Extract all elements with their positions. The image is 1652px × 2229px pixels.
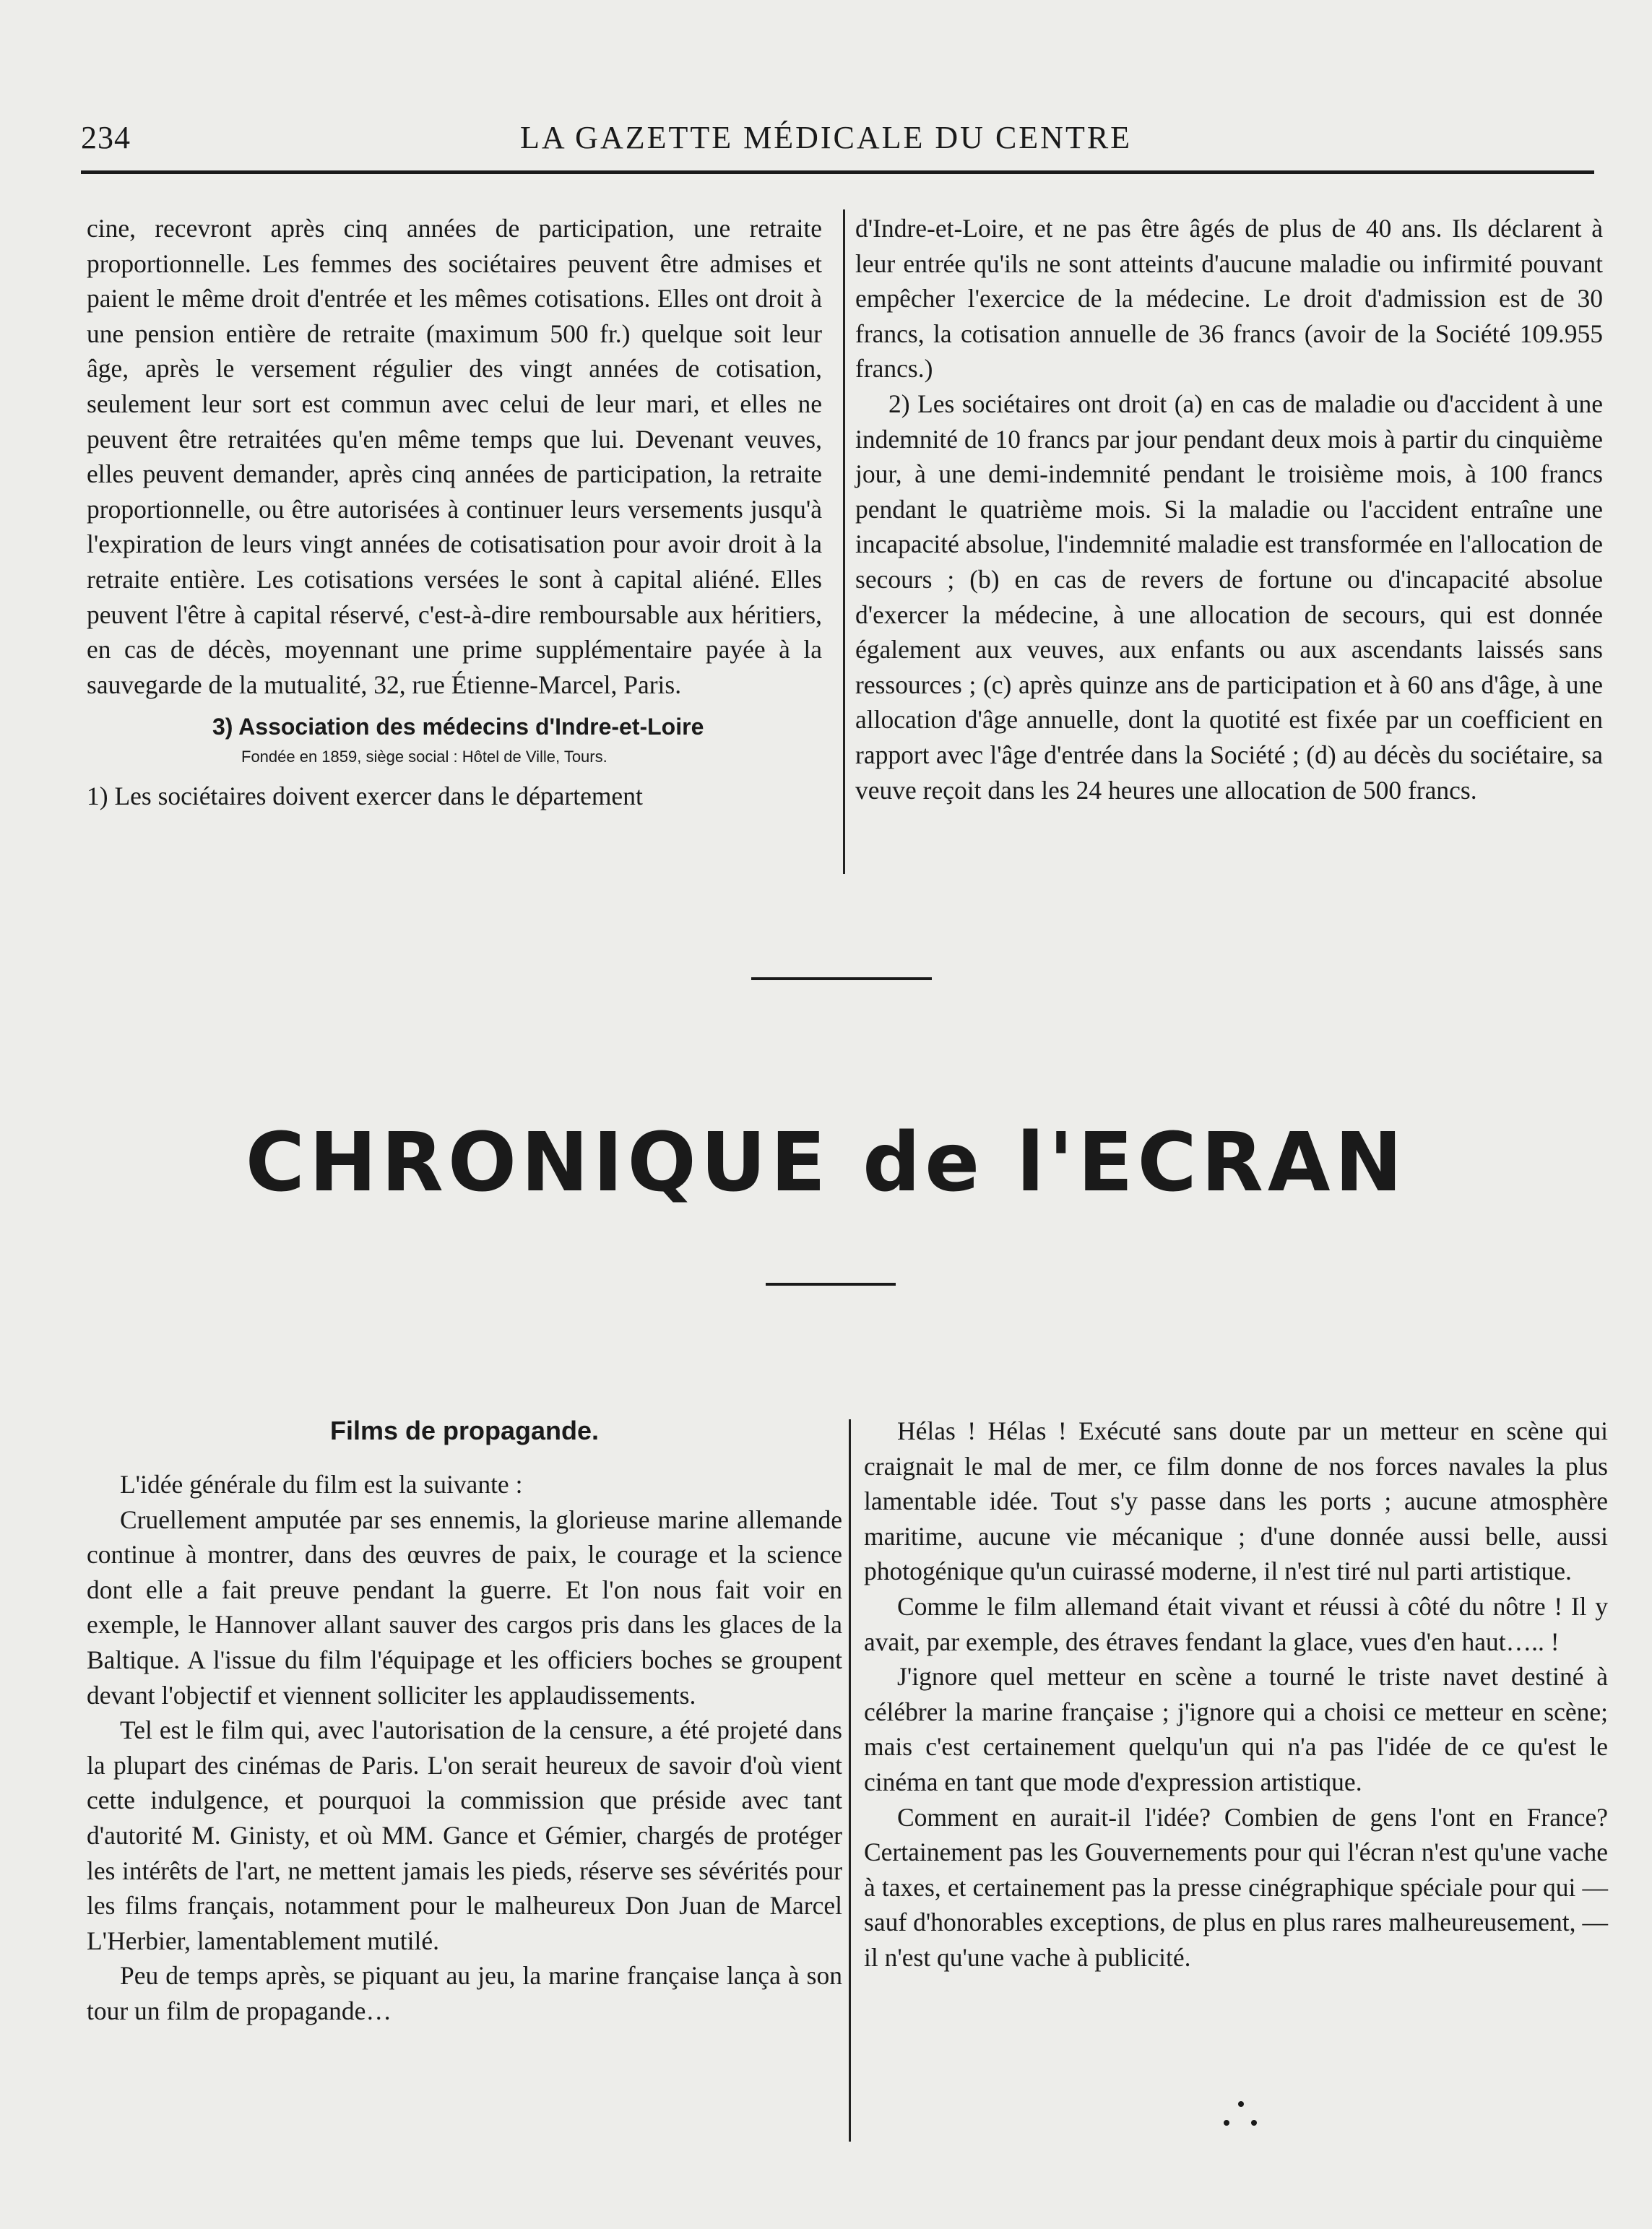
journal-title: LA GAZETTE MÉDICALE DU CENTRE	[519, 120, 1133, 155]
association-text-1: d'Indre-et-Loire, et ne pas être âgés de plus de 40 ans. Ils déclarent à leur entrée qu'ils ne sont atteints d'aucune maladie ou infirmité pouvant empêcher l'exercice de la médecine. Le droit d'admission est de 30 francs, la cotisation annuelle de 36 francs (avoir de la Société 109.955 francs.)	[855, 214, 1603, 384]
column-separator	[843, 209, 845, 874]
continued-paragraph: cine, recevront après cinq années de participation, une retraite proportionnelle. Les femmes des sociétaires peuvent être admises et paient le même droit d'entrée et les mêmes cotisations. Elles ont droit à une pension entière de retraite (maximum 500 fr.) quelque soit leur âge, après le versement régulier des vingt années de cotisation, seulement leur sort est commun avec celui de leur mari, et elles ne peuvent être retraitées qu'en même temps que lui. Devenant veuves, elles peuvent demander, après cinq années de participation, la retraite proportionnelle, ou être autorisées à continuer leurs versements jusqu'à l'expiration de leurs vingt années de cotisatisation pour avoir droit à la retraite entière. Les cotisations versées le sont à capital aliéné. Elles peuvent l'être à capital réservé, c'est-à-dire remboursable aux héritiers, en cas de décès, moyennant une prime supplémentaire payée à la sauvegarde de la mutualité, 32, rue Étienne-Marcel, Paris.	[87, 214, 822, 699]
top-left-column	[87, 211, 822, 814]
divider-rule	[751, 977, 932, 980]
association-title: 3) Association des médecins d'Indre-et-Loire	[212, 714, 704, 740]
article-title: Films de propagande.	[329, 1416, 600, 1445]
association-subtitle: Fondée en 1859, siège social : Hôtel de Ville, Tours.	[241, 748, 607, 766]
article-paragraph: J'ignore quel metteur en scène a tourné le triste navet destiné à célébrer la marine française ; j'ignore qui a choisi ce metteur en scène; mais c'est certainement quelqu'un qui n'a pas l'idée de ce qu'est le cinéma en tant que mode d'expression artistique.	[864, 1662, 1608, 1796]
article-left-column	[87, 1414, 842, 2029]
divider-rule	[766, 1283, 896, 1286]
article-paragraph: Comme le film allemand était vivant et réussi à côté du nôtre ! Il y avait, par exemple, des étraves fendant la glace, vues d'en haut….. !	[864, 1591, 1608, 1656]
article-paragraph: Hélas ! Hélas ! Exécuté sans doute par un metteur en scène qui craignait le mal de mer, ce film donne de nos forces navales la plus lamentable idée. Tout s'y passe dans les ports ; aucune atmosphère maritime, aucune vie mécanique ; d'une donnée aussi belle, aussi photogénique qu'un cuirassé moderne, il n'est tiré nul parti artistique.	[864, 1416, 1608, 1586]
top-right-column	[855, 211, 1603, 808]
end-ornament	[1214, 2098, 1271, 2134]
article-paragraph: Peu de temps après, se piquant au jeu, la marine française lança à son tour un film de propagande…	[87, 1961, 842, 2025]
header-rule	[81, 170, 1594, 174]
association-text-2: 2) Les sociétaires ont droit (a) en cas de maladie ou d'accident à une indemnité de 10 francs par jour pendant deux mois à partir du cinquième jour, à une demi-indemnité pendant le troisième mois, à 100 francs pendant le quatrième mois. Si la maladie ou l'accident entraîne une incapacité absolue, l'indemnité maladie est transformée en l'allocation de secours ; (b) en cas de revers de fortune ou d'incapacité absolue d'exercer la médecine, à une allocation de secours, qui est donnée également aux veuves, aux enfants ou aux ascendants laissés sans ressources ; (c) après quinze ans de participation et à 60 ans d'âge, à une allocation d'âge annuelle, dont la quotité est fixée par un coefficient en rapport avec l'âge d'entrée dans la Société ; (d) au décès du sociétaire, sa veuve reçoit dans les 24 heures une allocation de 500 francs.	[855, 389, 1603, 805]
article-paragraph: Comment en aurait-il l'idée? Combien de gens l'ont en France? Certainement pas les Gouvernements pour qui l'écran n'est qu'une vache à taxes, et certainement pas la presse cinégraphique spéciale pour qui — sauf d'honorables exceptions, de plus en plus rares malheureusement, — il n'est qu'une vache à publicité.	[864, 1802, 1608, 1972]
page-header	[0, 119, 1652, 170]
page-number: 234	[81, 120, 131, 155]
association-rule-1: 1) Les sociétaires doivent exercer dans le département	[87, 782, 643, 811]
column-separator	[849, 1419, 851, 2142]
article-right-column	[864, 1414, 1608, 1975]
article-paragraph: L'idée générale du film est la suivante :	[120, 1470, 523, 1499]
article-paragraph: Cruellement amputée par ses ennemis, la glorieuse marine allemande continue à montrer, dans des œuvres de paix, le courage et la science dont elle a fait preuve pendant la guerre. Et l'on nous fait voir en exemple, le Hannover allant sauver des cargos pris dans les glaces de la Baltique. A l'issue du film l'équipage et les officiers boches se groupent devant l'objectif et viennent solliciter les applaudissements.	[87, 1505, 842, 1710]
section-heading: CHRONIQUE de l'ECRAN	[245, 1116, 1407, 1210]
article-paragraph: Tel est le film qui, avec l'autorisation de la censure, a été projeté dans la plupart des cinémas de Paris. L'on serait heureux de savoir d'où vient cette indulgence, et pourquoi la commission que préside avec tant d'autorité M. Ginisty, et où MM. Gance et Gémier, chargés de protéger les intérêts de l'art, ne mettent jamais les pieds, réserve ses sévérités pour les films français, notamment pour le malheureux Don Juan de Marcel L'Herbier, lamentablement mutilé.	[87, 1715, 842, 1955]
